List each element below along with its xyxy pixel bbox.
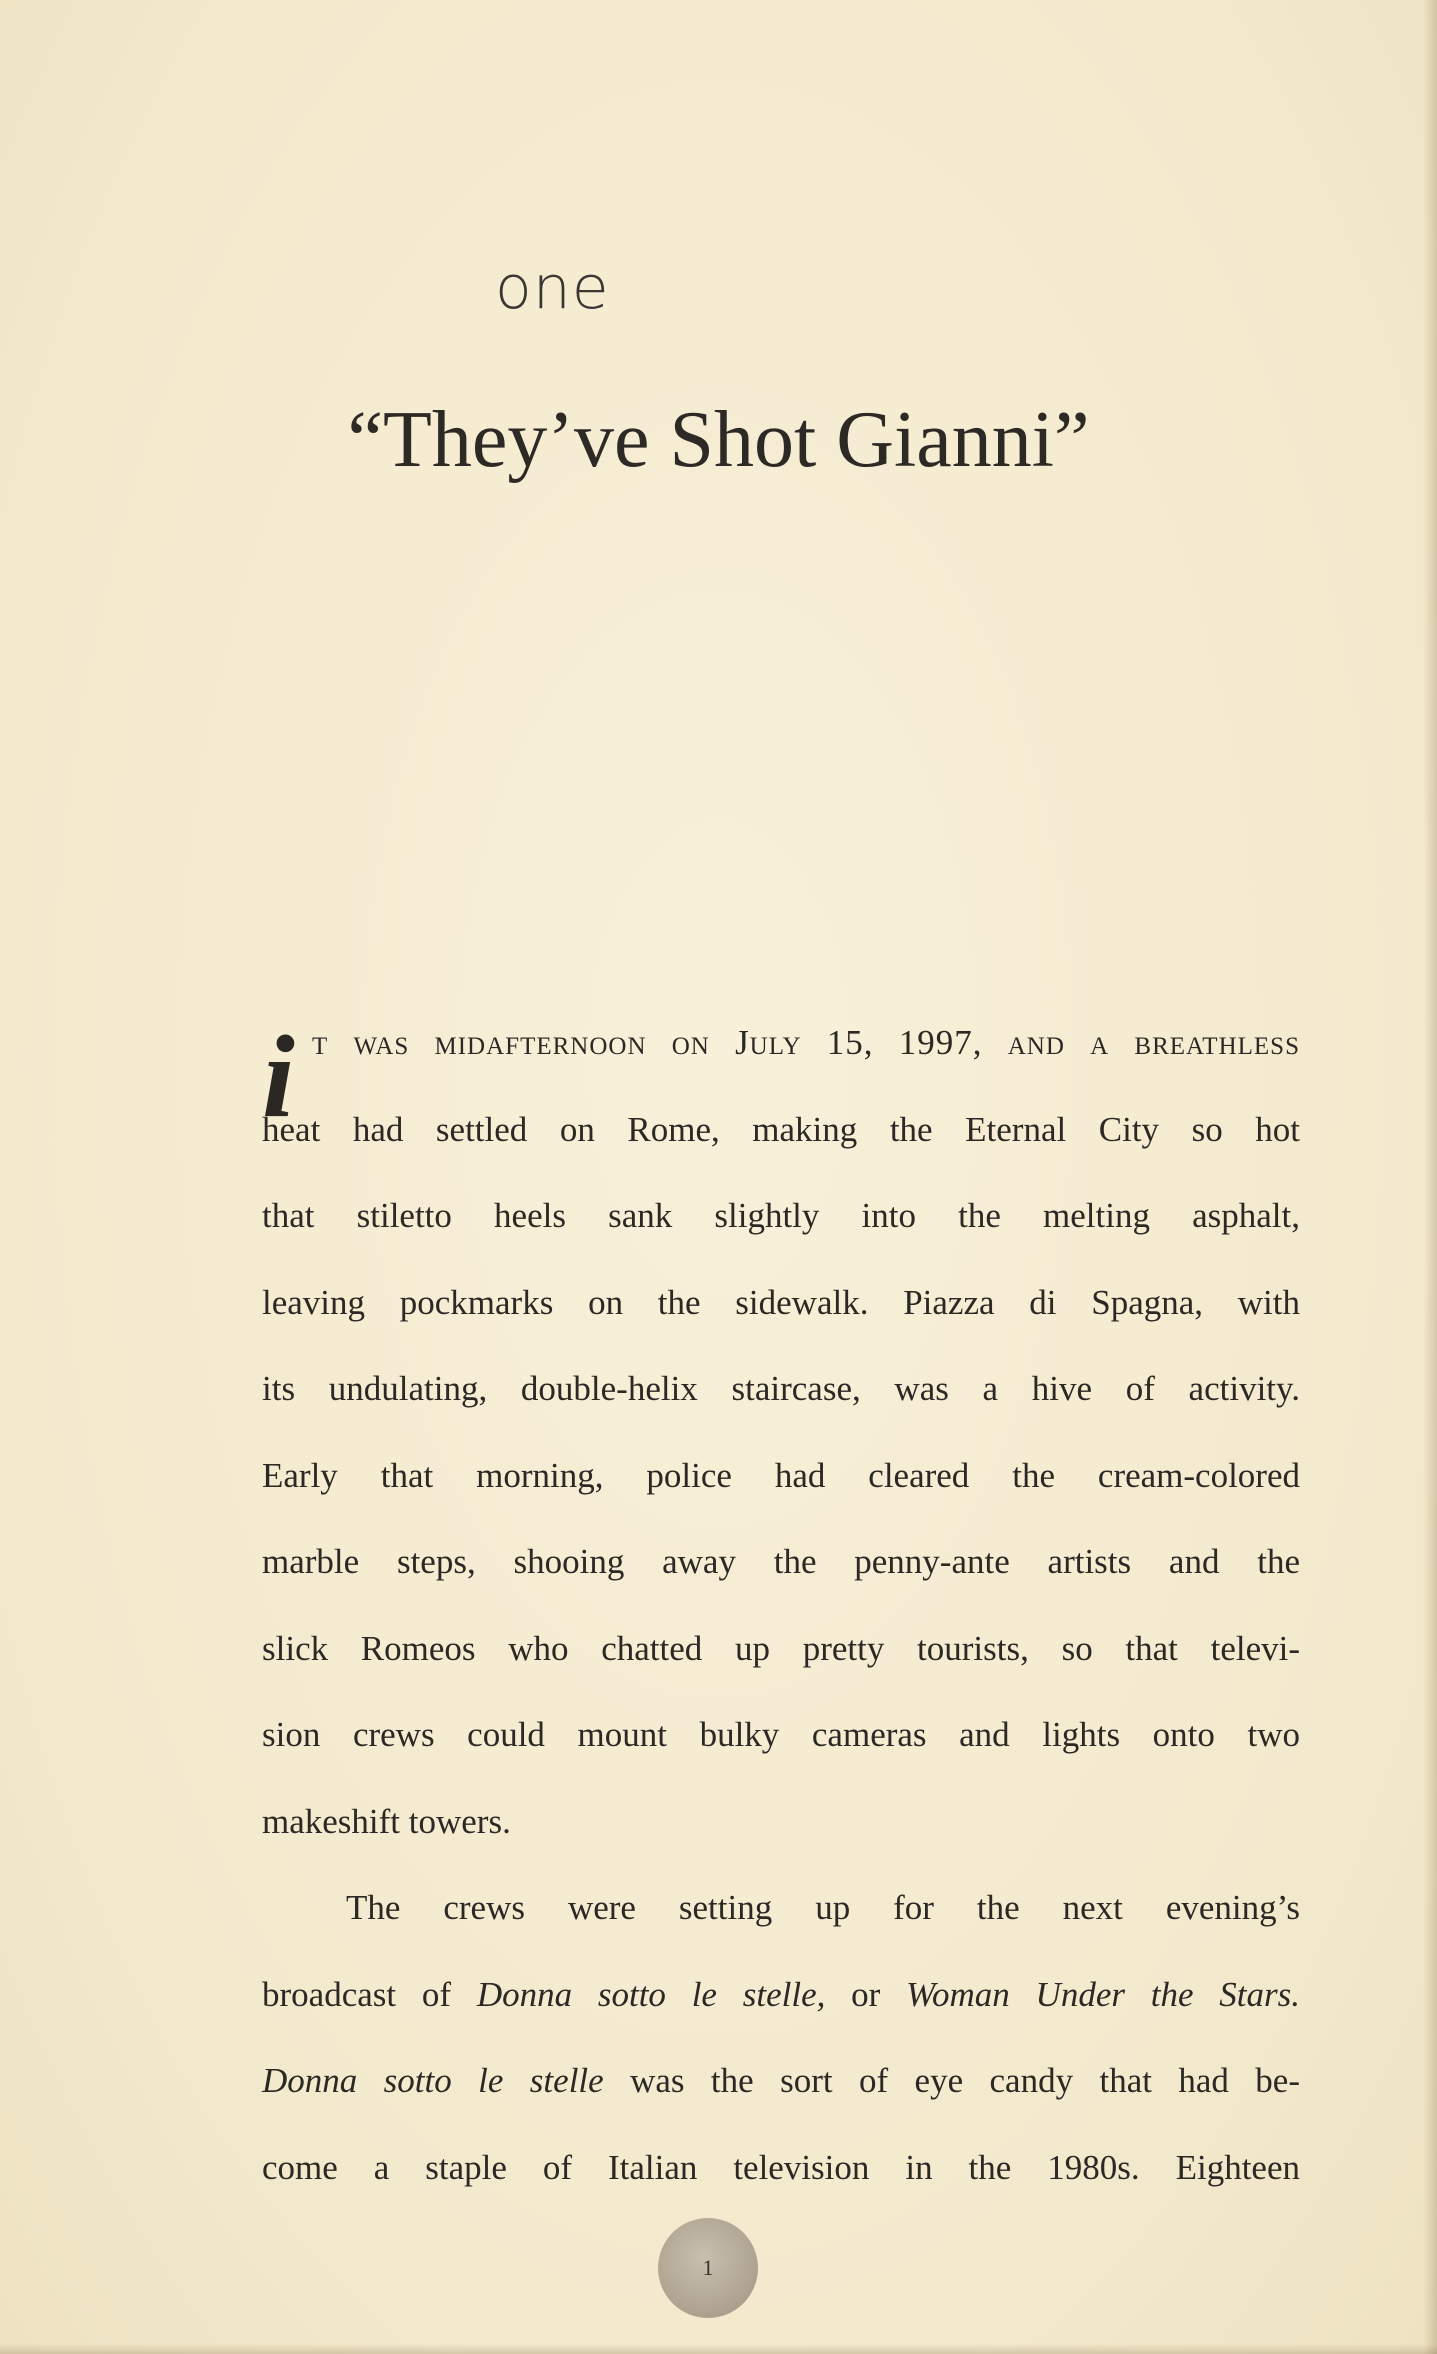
text-line bbox=[262, 2038, 1300, 2125]
text-line: Early that morning, police had cleared the cream-colored bbox=[262, 1455, 1300, 1495]
italic-title: Donna sotto le stelle, bbox=[476, 1974, 826, 2014]
text-line: come a staple of Italian television in the 1980s. Eighteen bbox=[262, 2147, 1300, 2187]
text-line: marble steps, shooing away the penny-ante artists and the bbox=[262, 1542, 1300, 1581]
text-line: The crews were setting up for the next evening’s bbox=[346, 1888, 1300, 1927]
text-span: was the sort of eye candy that had be- bbox=[603, 2061, 1300, 2100]
chapter-title: “They’ve Shot Gianni” bbox=[347, 396, 1090, 484]
paragraph-2 bbox=[262, 1865, 1300, 2211]
italic-title: Donna sotto le stelle bbox=[262, 2061, 604, 2100]
first-line-smallcaps: t was midafternoon on July 15, 1997, and a breathless bbox=[312, 1023, 1300, 1062]
page-number: 1 bbox=[658, 2218, 758, 2318]
text-span: or bbox=[825, 1974, 907, 2014]
text-line: that stiletto heels sank slightly into the melting asphalt, bbox=[262, 1196, 1300, 1235]
text-line: slick Romeos who chatted up pretty tourists, so that televi- bbox=[262, 1628, 1300, 1668]
text-line: makeshift towers. bbox=[262, 1801, 511, 1841]
text-line: heat had settled on Rome, making the Eternal City so hot bbox=[262, 1109, 1300, 1149]
page-edge-shadow-bottom bbox=[0, 2344, 1437, 2354]
drop-cap: i bbox=[262, 1011, 295, 1142]
text-span: broadcast of bbox=[262, 1974, 477, 2014]
text-line: its undulating, double-helix staircase, was a hive of activity. bbox=[262, 1369, 1300, 1408]
paragraph-1 bbox=[262, 1000, 1300, 1865]
text-line: sion crews could mount bulky cameras and lights onto two bbox=[262, 1715, 1300, 1754]
text-line bbox=[262, 1952, 1300, 2039]
chapter-number: one bbox=[495, 253, 610, 323]
text-line: leaving pockmarks on the sidewalk. Piazza di Spagna, with bbox=[262, 1282, 1300, 1322]
body-text bbox=[262, 1000, 1300, 2211]
page-edge-shadow bbox=[1423, 0, 1437, 2354]
italic-title: Woman Under the Stars. bbox=[906, 1974, 1301, 2014]
